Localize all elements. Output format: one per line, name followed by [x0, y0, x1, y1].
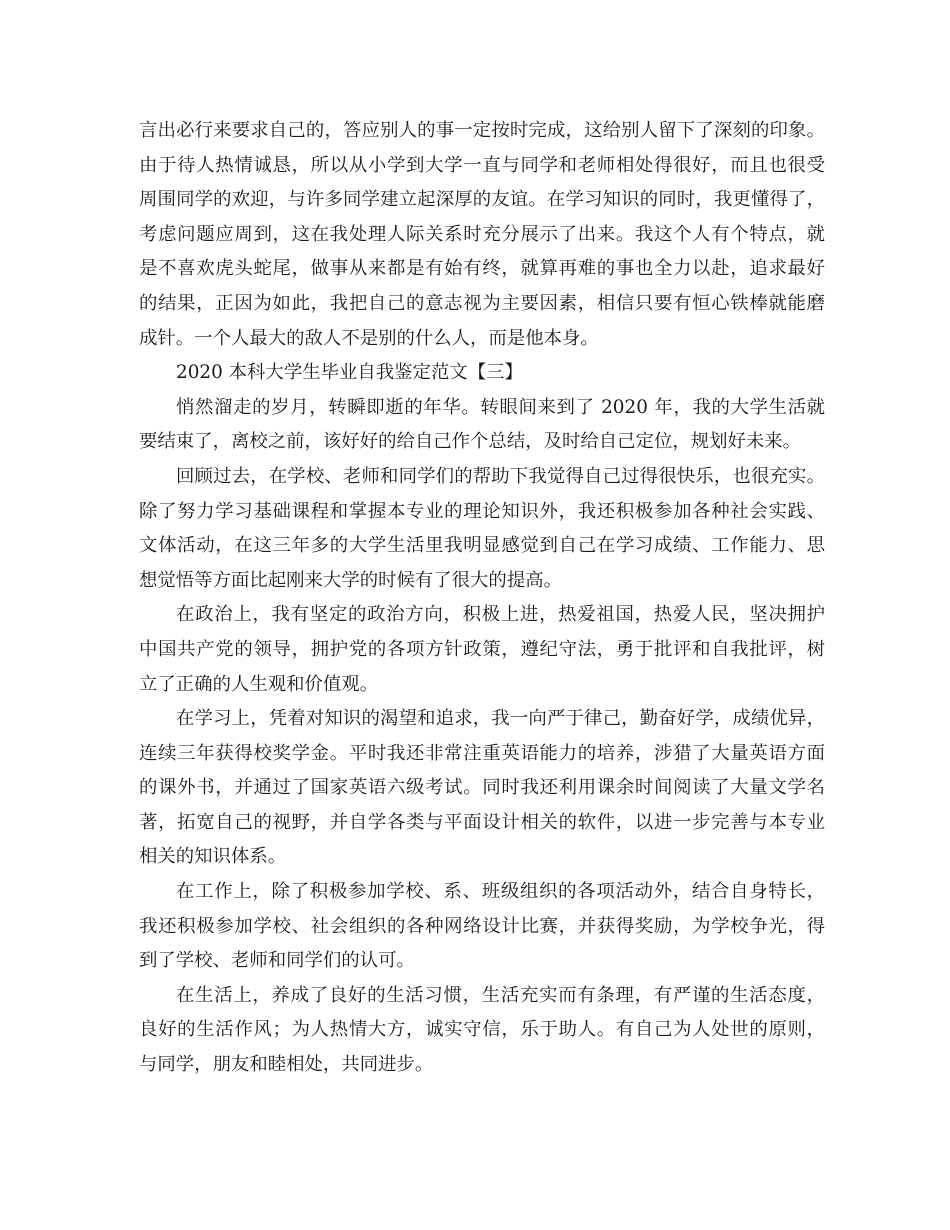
text-line: 周围同学的欢迎，与许多同学建立起深厚的友谊。在学习知识的同时，我更懂得了，	[139, 189, 825, 211]
text-line: 在学习上，凭着对知识的渴望和追求，我一向严于律己，勤奋好学，成绩优异，	[176, 708, 825, 730]
text-line: 我还积极参加学校、社会组织的各种网络设计比赛，并获得奖励，为学校争光，得	[139, 915, 825, 937]
text-line: 在生活上，养成了良好的生活习惯，生活充实而有条理，有严谨的生活态度，	[176, 984, 825, 1006]
text-line: 相关的知识体系。	[139, 846, 287, 868]
text-line: 良好的生活作风；为人热情大方，诚实守信，乐于助人。有自己为人处世的原则，	[139, 1019, 825, 1041]
text-line: 的课外书，并通过了国家英语六级考试。同时我还利用课余时间阅读了大量文学名	[139, 777, 825, 799]
text-line: 到了学校、老师和同学们的认可。	[139, 950, 415, 972]
text-line: 要结束了，离校之前，该好好的给自己作个总结，及时给自己定位，规划好未来。	[139, 431, 802, 453]
text-line: 成针。一个人最大的敌人不是别的什么人，而是他本身。	[139, 327, 599, 349]
text-line: 回顾过去，在学校、老师和同学们的帮助下我觉得自己过得很快乐，也很充实。	[176, 465, 825, 487]
text-line: 2020 本科大学生毕业自我鉴定范文【三】	[176, 362, 523, 384]
text-line: 言出必行来要求自己的，答应别人的事一定按时完成，这给别人留下了深刻的印象。	[139, 120, 825, 141]
text-line: 著，拓宽自己的视野，并自学各类与平面设计相关的软件，以进一步完善与本专业	[139, 811, 825, 833]
text-line: 考虑问题应周到，这在我处理人际关系时充分展示了出来。我这个人有个特点，就	[139, 223, 825, 245]
text-line: 除了努力学习基础课程和掌握本专业的理论知识外，我还积极参加各种社会实践、	[139, 500, 825, 522]
text-line: 的结果，正因为如此，我把自己的意志视为主要因素，相信只要有恒心铁棒就能磨	[139, 292, 825, 314]
text-line: 连续三年获得校奖学金。平时我还非常注重英语能力的培养，涉猎了大量英语方面	[139, 742, 825, 764]
text-line: 想觉悟等方面比起刚来大学的时候有了很大的提高。	[139, 569, 562, 591]
text-line: 悄然溜走的岁月，转瞬即逝的年华。转眼间来到了 2020 年，我的大学生活就	[176, 396, 825, 418]
text-line: 是不喜欢虎头蛇尾，做事从来都是有始有终，就算再难的事也全力以赴，追求最好	[139, 258, 825, 280]
text-line: 在工作上，除了积极参加学校、系、班级组织的各项活动外，结合自身特长，	[176, 881, 825, 903]
text-line: 由于待人热情诚恳，所以从小学到大学一直与同学和老师相处得很好，而且也很受	[139, 154, 825, 176]
document-body	[139, 114, 825, 1083]
text-line: 与同学，朋友和睦相处，共同进步。	[139, 1054, 434, 1076]
text-line: 立了正确的人生观和价值观。	[139, 673, 379, 695]
text-line: 文体活动，在这三年多的大学生活里我明显感觉到自己在学习成绩、工作能力、思	[139, 535, 825, 557]
text-line: 在政治上，我有坚定的政治方向，积极上进，热爱祖国，热爱人民，坚决拥护	[176, 604, 825, 626]
text-line: 中国共产党的领导，拥护党的各项方针政策，遵纪守法，勇于批评和自我批评，树	[139, 638, 825, 660]
